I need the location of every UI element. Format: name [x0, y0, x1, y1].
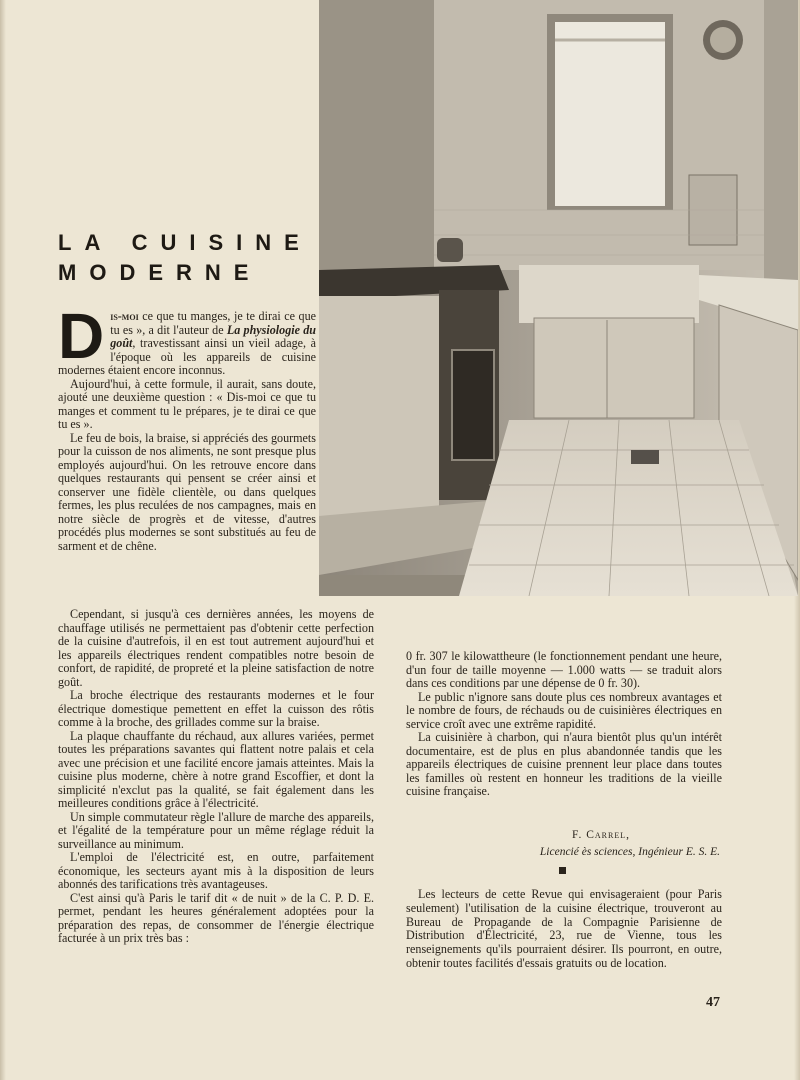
reader-notice [406, 888, 722, 971]
notice-text: Les lecteurs de cette Revue qui envisageraient (pour Paris seulement) l'utilisation de la cuisine électrique, trouveront au Bureau de Propagande de la Compagnie Parisienne de Distribution d'Électricité, 23, rue de Vienne, tous les renseignements qu'ils pourraient désirer. Ils pourront, en outre, obtenir toutes facilités d'essais gratuits ou de location. [406, 887, 722, 970]
paragraph: La cuisinière à charbon, qui n'aura bientôt plus qu'un intérêt documentaire, est de plus en plus abandonnée tandis que les appareils électriques de cuisine prennent leur place dans toutes les familles où restent en honneur les traditions de la vieille cuisine française. [406, 730, 722, 798]
lead-words: is-moi [110, 309, 139, 323]
article-column-2 [58, 608, 374, 946]
page-edge [0, 0, 6, 1080]
page-number: 47 [706, 995, 720, 1010]
paragraph: Un simple commutateur règle l'allure de marche des appareils, et l'égalité de la température pour un même réglage réduit la surveillance au minimum. [58, 809, 374, 851]
title-line-1: LA CUISINE [58, 230, 312, 255]
author-signature: F. Carrel, [572, 829, 630, 841]
kitchen-photo [319, 0, 798, 596]
article-title [58, 228, 318, 288]
paragraph: 0 fr. 307 le kilowattheure (le fonctionnement pendant une heure, d'un four de taille moyenne — 1.000 watts — se traduit alors dans ces conditions par une dépense de 0 fr. 30). [406, 649, 722, 690]
separator-square [559, 867, 566, 874]
intro-text-a: ce que tu manges, je te dirai ce que tu es », a dit l'auteur de [110, 309, 316, 337]
paragraph: C'est ainsi qu'à Paris le tarif dit « de nuit » de la C. P. D. E. permet, pendant les heures généralement adoptées pour la préparation des repas, de consommer de l'énergie électrique facturée à un prix très bas : [58, 890, 374, 945]
paragraph: L'emploi de l'électricité est, en outre, parfaitement économique, les secteurs ayant mis à la disposition de leurs abonnés des tarifications très avantageuses. [58, 850, 374, 891]
title-line-2: MODERNE [58, 260, 262, 285]
paragraph: La broche électrique des restaurants modernes et le four électrique domestique pemettent en effet la cuisson des rôtis comme à la broche, des grillades comme sur la braise. [58, 688, 374, 729]
drop-cap: D [58, 300, 105, 372]
paragraph-intro [58, 300, 316, 378]
book-title: La physiologie du goût [110, 322, 316, 350]
paragraph: Le public n'ignore sans doute plus ces nombreux avantages et le nombre de fours, de réchauds ou de cuisinières électriques en service croît avec une extrême rapidité. [406, 689, 722, 731]
paragraph: La plaque chauffante du réchaud, aux allures variées, permet toutes les préparations savantes qui flattent notre palais et cela avec une précision et une facilité encore jamais atteintes. Mais la cuisine plus moderne, chère à notre grand Escoffier, et dont la simplicité n'exclut pas la qualité, se fait également dans les meilleures conditions grâce à l'électricité. [58, 728, 374, 810]
author-credentials: Licencié ès sciences, Ingénieur E. S. E. [539, 846, 720, 858]
intro-text-b: , travestissant ainsi un vieil adage, à l'époque où les appareils de cuisine modernes étaient encore inconnus. [58, 336, 316, 377]
article-column-1 [58, 300, 316, 553]
article-column-3 [406, 650, 722, 799]
paragraph: Aujourd'hui, à cette formule, il aurait, sans doute, ajouté une deuxième question : « Dis-moi ce que tu manges et comment tu le prépares, je te dirai ce que tu es ». [58, 376, 316, 431]
paragraph: Le feu de bois, la braise, si appréciés des gourmets pour la cuisson de nos aliments, ne sont presque plus employés aujourd'hui. On les retrouve encore dans quelques restaurants qui pensent se créer ainsi et conserver une fidèle clientèle, ou dans quelques fermes, les plus reculées de nos campagnes, mais en notre siècle de progrès et de vitesse, d'autres procédés plus modernes se sont substitués au feu de sarment et de chêne. [58, 430, 316, 553]
paragraph: Cependant, si jusqu'à ces dernières années, les moyens de chauffage utilisés ne permettaient pas d'obtenir cette perfection de la cuisine d'autrefois, il en est tout autrement aujourd'hui et les appareils électriques rendent compatibles notre besoin de confort, de rapidité, de propreté et la pleine satisfaction de notre goût. [58, 607, 374, 689]
